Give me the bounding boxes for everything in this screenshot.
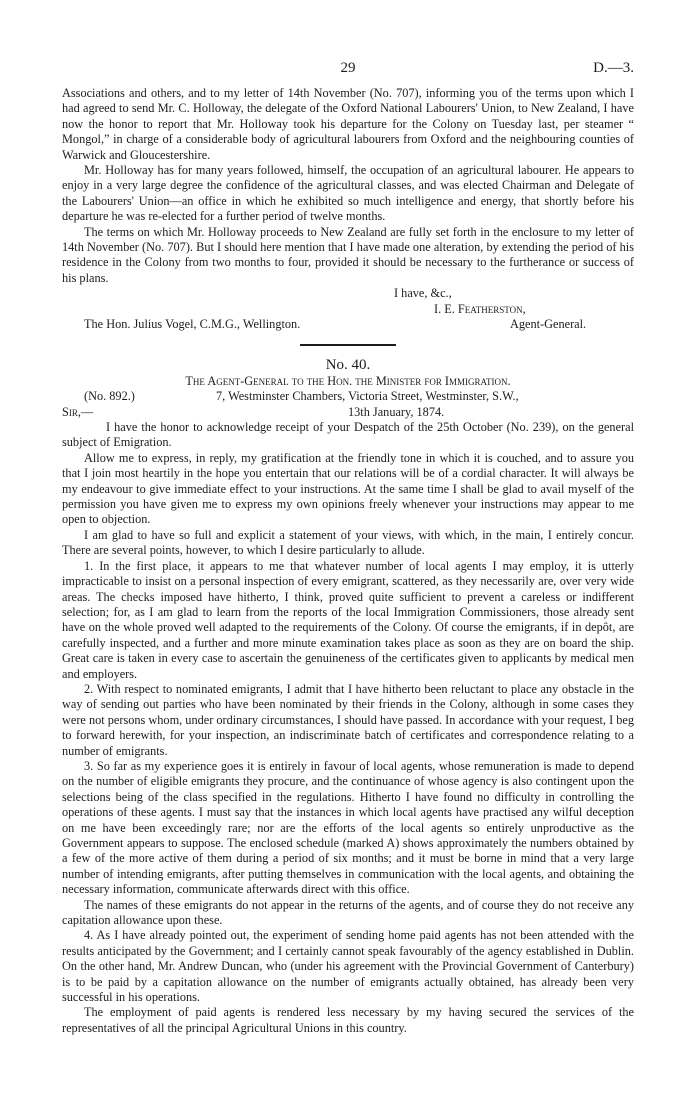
sender-address: 7, Westminster Chambers, Victoria Street, Westminster, S.W., bbox=[216, 389, 519, 404]
salutation-row bbox=[62, 405, 634, 420]
addressee-row bbox=[62, 317, 634, 332]
signatory-title: Agent-General. bbox=[510, 317, 587, 332]
closing-line: I have, &c., bbox=[394, 286, 452, 301]
page-body bbox=[62, 86, 634, 1036]
salutation: Sir,— bbox=[62, 404, 94, 419]
signatory-name: I. E. Featherston, bbox=[434, 301, 526, 316]
document-number: No. 40. bbox=[325, 357, 371, 374]
paragraph: 2. With respect to nominated emigrants, I admit that I have hitherto been reluctant to place any obstacle in the way of sending out parties who have been nominated by their friends in the Colony, although in some cases they were not persons whom, under ordinary circumstances, I should have passed. In accordance with your request, I beg to forward herewith, for your inspection, an indiscriminate batch of certificates and correspondence relating to a number of emigrants. bbox=[62, 681, 634, 758]
addressee: The Hon. Julius Vogel, C.M.G., Wellington. bbox=[84, 317, 301, 332]
paragraph: Mr. Holloway has for many years followed, himself, the occupation of an agricultural labourer. He appears to enjoy in a very large degree the confidence of the agricultural classes, and was elected Chairman and Delegate of the Labourers' Union—an office in which he exhibited so much intelligence and energy, that shortly before his departure he was re-elected for a further period of twelve months. bbox=[62, 163, 634, 224]
reference-number: (No. 892.) bbox=[84, 389, 135, 404]
paragraph: I have the honor to acknowledge receipt of your Despatch of the 25th October (No. 239), on the general subject of Emigration. bbox=[62, 420, 634, 450]
closing-row bbox=[62, 286, 634, 301]
paragraph: The names of these emigrants do not appear in the returns of the agents, and of course they do not receive any capitation allowance upon these. bbox=[62, 897, 634, 928]
letter-heading: The Agent-General to the Hon. the Minister for Immigration. bbox=[185, 373, 511, 388]
letter-date: 13th January, 1874. bbox=[348, 404, 445, 419]
paragraph: Allow me to express, in reply, my gratification at the friendly tone in which it is couched, and to assure you that I join most heartily in the hope you entertain that our relations will be of a cordial character. It will always be my endeavour to give immediate effect to your instructions. At the same time I shall be glad to avail myself of the permission you have given me to express my own opinions freely whenever your instructions may appear to me open to objection. bbox=[62, 450, 634, 527]
paragraph: The terms on which Mr. Holloway proceeds to New Zealand are fully set forth in the enclosure to my letter of 14th November (No. 707). But I should here mention that I have made one alteration, by extending the period of his residence in the Colony from two months to four, provided it should be necessary to the furtherance or success of his plans. bbox=[62, 224, 634, 285]
page-number: 29 bbox=[340, 60, 356, 76]
paragraph: Associations and others, and to my letter of 14th November (No. 707), informing you of the terms upon which I had agreed to send Mr. C. Holloway, the delegate of the Oxford National Labourers' Union, to New Zealand, I have now the honor to report that Mr. Holloway took his departure for the Colony on Tuesday last, per steamer “ Mongol,” in charge of a considerable body of agricultural labourers from Oxford and the neighbouring counties of Warwick and Gloucestershire. bbox=[62, 86, 634, 162]
signatory-row bbox=[62, 302, 634, 317]
paragraph: 3. So far as my experience goes it is entirely in favour of local agents, whose remuneration is made to depend on the number of eligible emigrants they procure, and the continuance of whose agency is also contingent upon the selections being of the class specified in the regulations. Hitherto I have found no difficulty in controlling the operations of these agents. I must say that the instances in which local agents have practised any wilful deception on me have been exceedingly rare; nor are the efforts of the local agents so entirely unproductive as the Government appears to suppose. The enclosed schedule (marked A) shows approximately the numbers obtained by a few of the more active of them during a period of six months; and it must be borne in mind that a very large number of intending emigrants, after putting themselves in communication with the local agents, and obtaining the necessary information, communicate afterwards direct with this office. bbox=[62, 758, 634, 897]
paragraph: 4. As I have already pointed out, the experiment of sending home paid agents has not been attended with the results anticipated by the Government; and I certainly cannot speak favourably of the agency established in Dublin. On the other hand, Mr. Andrew Duncan, who (under his agreement with the Provincial Government of Canterbury) is to be paid by a capitation allowance on the number of emigrants actually obtained, has already been very successful in his operations. bbox=[62, 928, 634, 1005]
reference-row bbox=[62, 389, 634, 404]
paragraph: The employment of paid agents is rendered less necessary by my having secured the services of the representatives of all the principal Agricultural Unions in this country. bbox=[62, 1005, 634, 1035]
section-divider bbox=[300, 344, 396, 346]
page-header bbox=[62, 60, 634, 80]
document-reference: D.—3. bbox=[593, 60, 634, 76]
paragraph: I am glad to have so full and explicit a statement of your views, with which, in the main, I entirely concur. There are several points, however, to which I desire particularly to allude. bbox=[62, 527, 634, 558]
paragraph: 1. In the first place, it appears to me that whatever number of local agents I may employ, it is utterly impracticable to insist on a personal inspection of every emigrant, scattered, as they necessarily are, over very wide areas. The checks imposed have hitherto, I think, proved quite sufficient to prevent a careless or indifferent selection; for, as I am glad to learn from the reports of the local Immigration Commissioners, those already sent have on the whole proved well adapted to the requirements of the Colony. Of course the emigrants, if in depôt, are carefully inspected, and a further and more minute examination takes place as soon as they are on board the ship. Great care is taken in every case to ascertain the genuineness of the certificates given to applicants by medical men and employers. bbox=[62, 558, 634, 681]
